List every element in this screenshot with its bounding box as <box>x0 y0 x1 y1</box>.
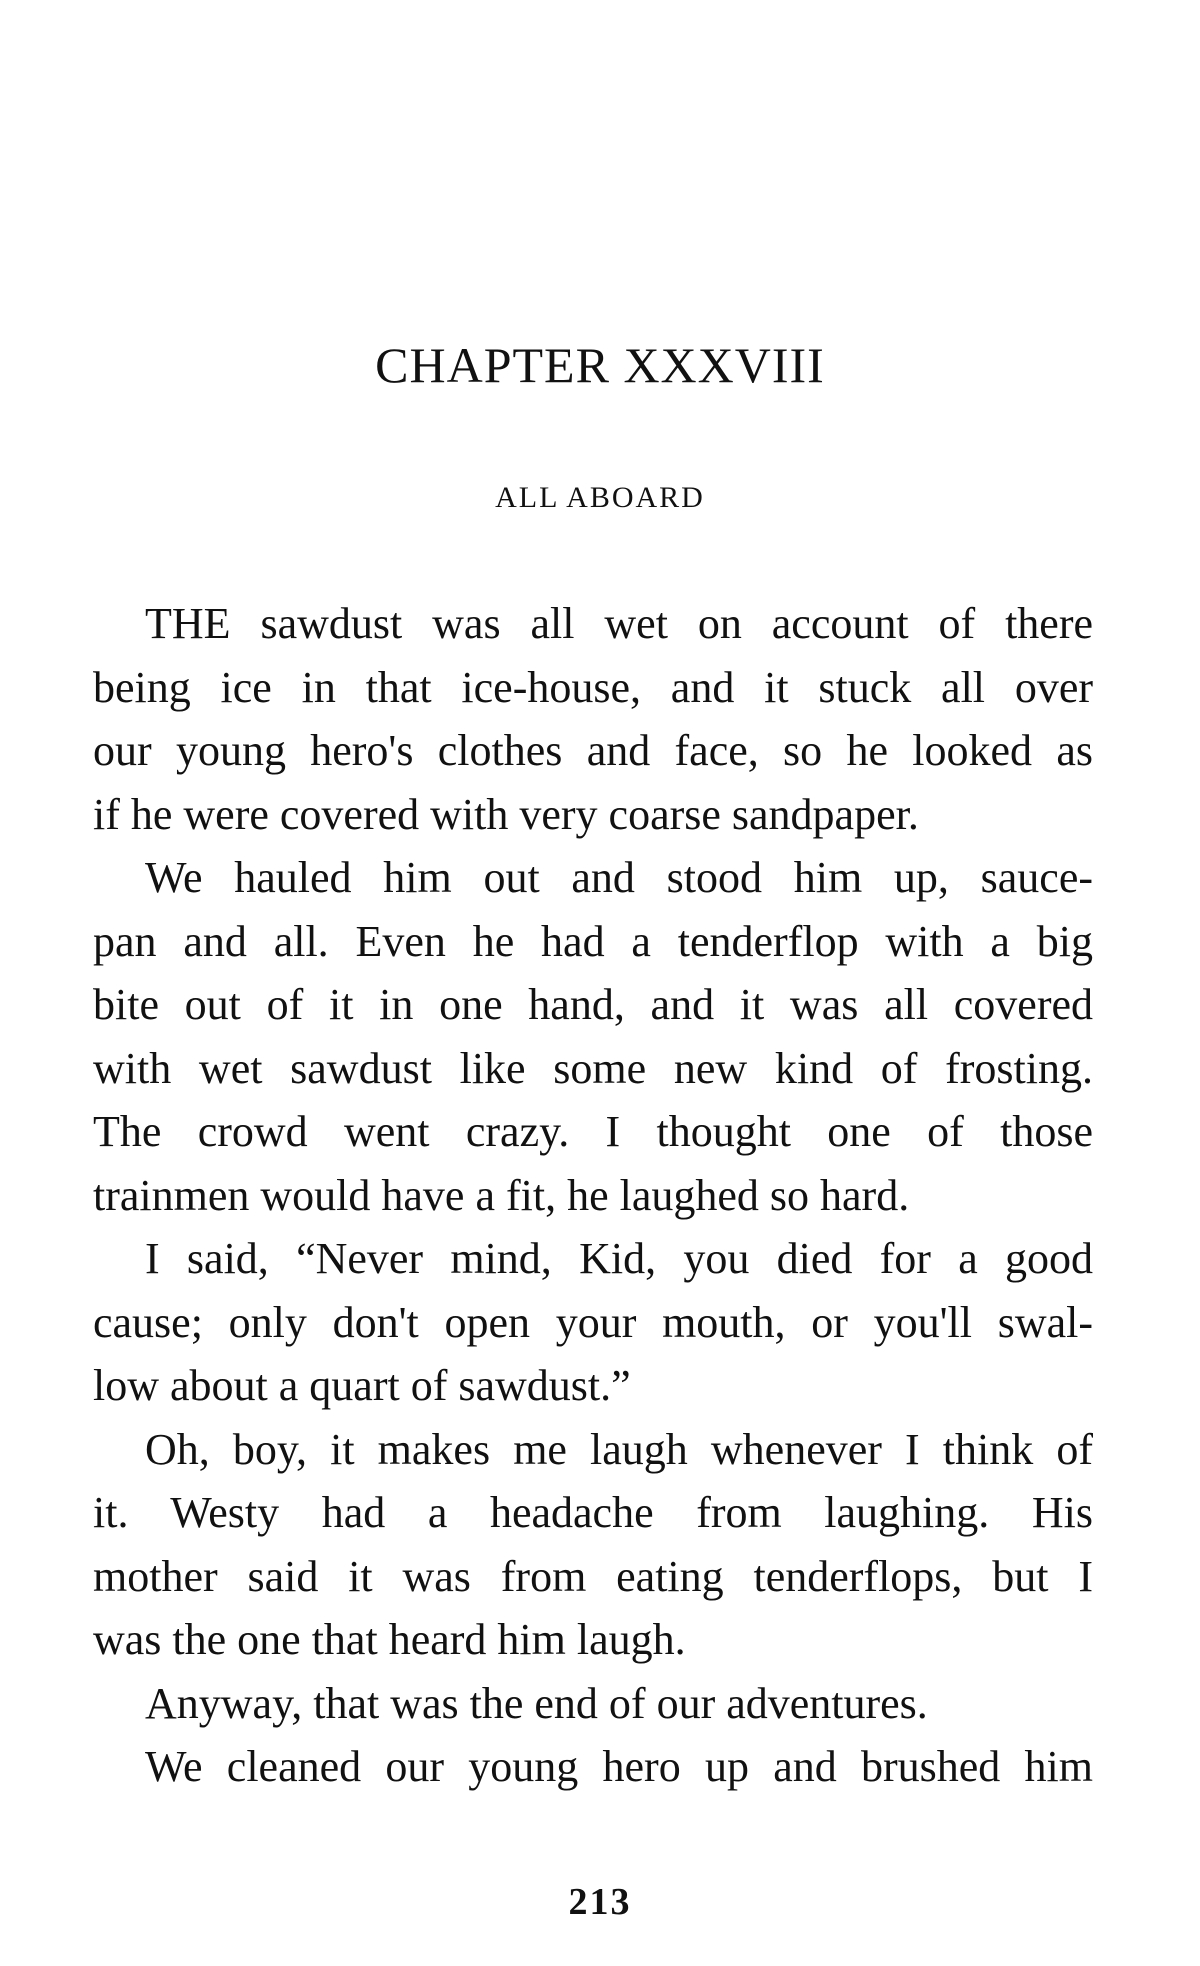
text-line: bite out of it in one hand, and it was all covered <box>93 980 1093 1029</box>
text-line: low about a quart of sawdust.” <box>93 1361 631 1410</box>
text-line: trainmen would have a fit, he laughed so hard. <box>93 1170 910 1220</box>
page-number: 213 <box>568 1881 632 1923</box>
paragraph <box>93 592 1093 846</box>
text-line: with wet sawdust like some new kind of frosting. <box>93 1043 1093 1093</box>
chapter-heading: CHAPTER XXXVIII <box>375 337 825 393</box>
text-line: I said, “Never mind, Kid, you died for a good <box>145 1234 1093 1283</box>
paragraph <box>93 1735 1093 1799</box>
paragraph <box>93 846 1093 1227</box>
text-line: mother said it was from eating tenderflops, but I <box>93 1551 1093 1601</box>
text-line: cause; only don't open your mouth, or you'll swal- <box>93 1297 1093 1347</box>
paragraph <box>93 1227 1093 1418</box>
text-line: our young hero's clothes and face, so he looked as <box>93 726 1093 775</box>
text-line: if he were covered with very coarse sandpaper. <box>93 789 919 839</box>
text-line: Anyway, that was the end of our adventures. <box>145 1678 928 1728</box>
text-line: We cleaned our young hero up and brushed him <box>145 1742 1093 1791</box>
text-line: We hauled him out and stood him up, sauce- <box>145 853 1093 902</box>
text-line: being ice in that ice-house, and it stuck all over <box>93 662 1093 712</box>
chapter-title: ALL ABOARD <box>495 481 705 514</box>
body-text <box>93 592 1093 1799</box>
paragraph <box>93 1418 1093 1672</box>
text-line: THE sawdust was all wet on account of there <box>145 599 1093 648</box>
text-line: it. Westy had a headache from laughing. His <box>93 1488 1093 1537</box>
text-line: Oh, boy, it makes me laugh whenever I think of <box>145 1424 1093 1474</box>
text-line: pan and all. Even he had a tenderflop with a big <box>93 916 1093 966</box>
text-line: The crowd went crazy. I thought one of those <box>93 1107 1093 1156</box>
paragraph <box>93 1672 1093 1736</box>
text-line: was the one that heard him laugh. <box>93 1615 686 1664</box>
